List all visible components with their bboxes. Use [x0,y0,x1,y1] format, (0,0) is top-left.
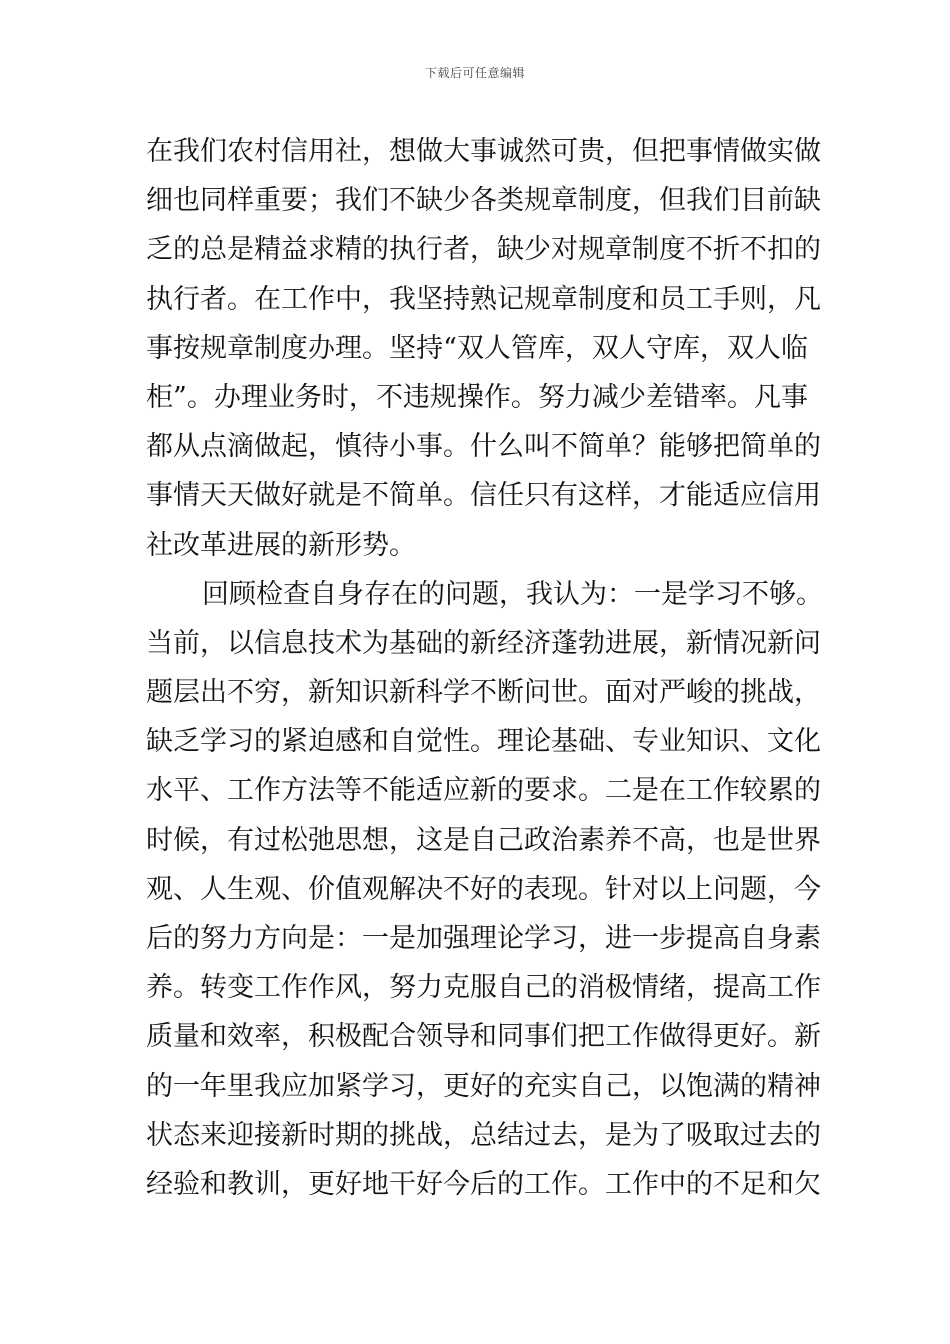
text-line: 事情天天做好就是不简单。信任只有这样，才能适应信用 [146,480,821,512]
text-line: 细也同样重要；我们不缺少各类规章制度，但我们目前缺 [146,185,821,217]
text-line: 状态来迎接新时期的挑战，总结过去，是为了吸取过去的 [146,1119,821,1151]
text-line: 在我们农村信用社，想做大事诚然可贵，但把事情做实做 [146,136,821,167]
text-line: 乏的总是精益求精的执行者，缺少对规章制度不折不扣的 [146,234,821,266]
paragraph-first-line: 回顾检查自身存在的问题，我认为：一是学习不够。 [202,578,823,610]
text-line: 题层出不穷，新知识新科学不断问世。面对严峻的挑战， [146,677,821,709]
document-body [146,127,823,1209]
text-line: 缺乏学习的紧迫感和自觉性。理论基础、专业知识、文化 [146,726,821,758]
text-line: 经验和教训，更好地干好今后的工作。工作中的不足和欠 [146,1168,821,1200]
paragraph-last-line: 社改革进展的新形势。 [146,529,416,561]
text-line: 观、人生观、价值观解决不好的表现。针对以上问题，今 [146,873,821,905]
text-line: 柜”。办理业务时，不违规操作。努力减少差错率。凡事 [146,381,808,413]
text-line: 水平、工作方法等不能适应新的要求。二是在工作较累的 [146,775,821,807]
text-line: 质量和效率，积极配合领导和同事们把工作做得更好。新 [146,1021,821,1053]
text-line: 的一年里我应加紧学习，更好的充实自己，以饱满的精神 [146,1070,821,1102]
page-header: 下载后可任意编辑 [424,66,525,80]
text-line: 当前，以信息技术为基础的新经济蓬勃进展，新情况新问 [146,627,821,659]
text-line: 事按规章制度办理。坚持“双人管库，双人守库，双人临 [146,332,808,364]
text-line: 时候，有过松弛思想，这是自己政治素养不高，也是世界 [146,824,821,856]
text-line: 都从点滴做起，慎待小事。什么叫不简单？能够把简单的 [146,431,821,463]
text-line: 后的努力方向是：一是加强理论学习，进一步提高自身素 [146,923,821,954]
text-line: 养。转变工作作风，努力克服自己的消极情绪，提高工作 [146,972,821,1004]
text-line: 执行者。在工作中，我坚持熟记规章制度和员工手则，凡 [146,283,821,315]
